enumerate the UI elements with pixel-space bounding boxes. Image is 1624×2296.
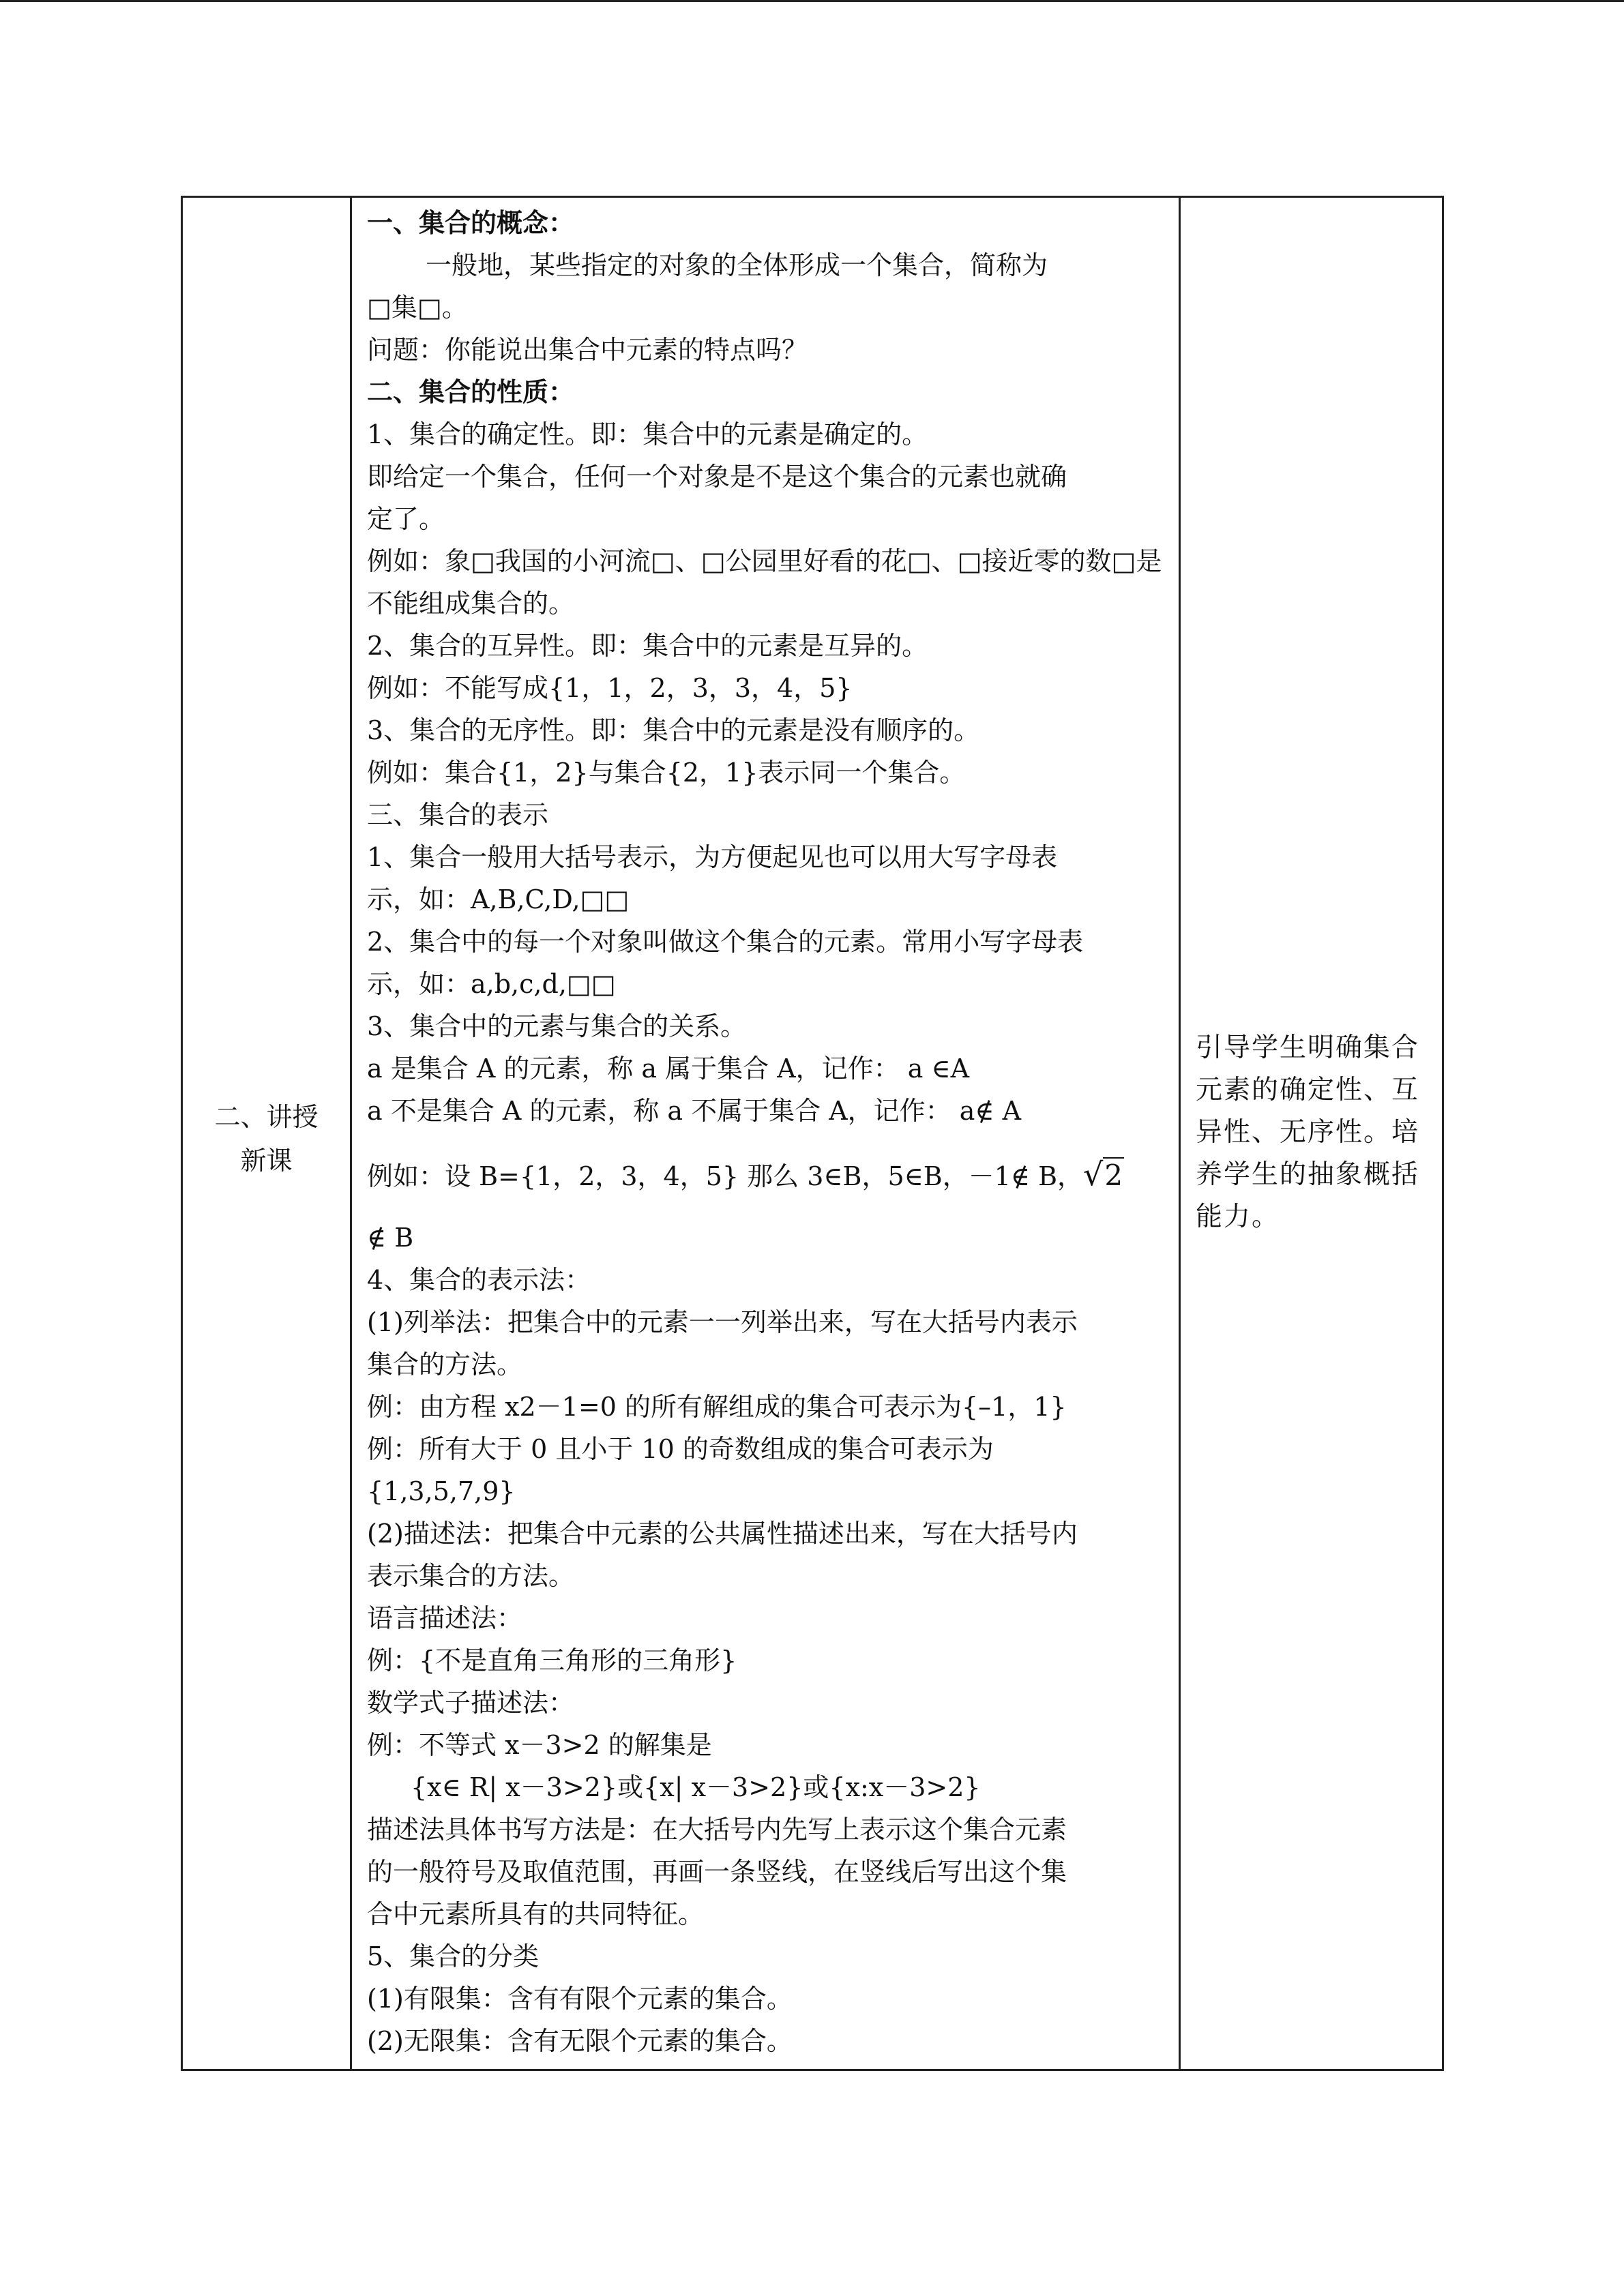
content-line: (2)无限集：含有无限个元素的集合。 xyxy=(367,2026,793,2056)
stage-column xyxy=(183,198,352,2069)
teaching-note xyxy=(1196,1027,1427,1238)
content-line: 示，如：a,b,c,d,□□ xyxy=(367,969,616,999)
content-column xyxy=(352,198,1181,2069)
note-line: 引导学生明确集合 xyxy=(1196,1032,1420,1063)
content-line: 例：不等式 x－3>2 的解集是 xyxy=(367,1730,712,1760)
section-heading-properties: 二、集合的性质： xyxy=(367,376,575,407)
content-line: 表示集合的方法。 xyxy=(367,1561,575,1591)
stage-label xyxy=(183,1095,350,1182)
stage-label-line2: 新课 xyxy=(240,1146,293,1176)
content-line: ∉ B xyxy=(367,1223,414,1253)
section-heading-concept: 一、集合的概念： xyxy=(367,207,575,238)
stage-label-line1: 二、讲授 xyxy=(214,1102,319,1132)
content-line: 例：{不是直角三角形的三角形} xyxy=(367,1645,737,1675)
content-line: 示，如：A,B,C,D,□□ xyxy=(367,884,630,914)
note-column xyxy=(1181,198,1442,2069)
content-line: 例如：集合{1，2}与集合{2，1}表示同一个集合。 xyxy=(367,758,966,788)
section-heading-representation: 三、集合的表示 xyxy=(367,800,549,830)
radical-sign-icon: √ xyxy=(1083,1156,1104,1193)
content-line: 1、集合的确定性。即：集合中的元素是确定的。 xyxy=(367,419,928,449)
note-line: 元素的确定性、互 xyxy=(1196,1075,1420,1105)
note-line: 养学生的抽象概括 xyxy=(1196,1159,1420,1190)
content-line: (1)列举法：把集合中的元素一一列举出来，写在大括号内表示 xyxy=(367,1307,1078,1337)
content-line-with-radical xyxy=(367,1132,1166,1217)
content-line: 例：由方程 x2－1=0 的所有解组成的集合可表示为{–1，1} xyxy=(367,1392,1067,1422)
content-line: 3、集合中的元素与集合的关系。 xyxy=(367,1011,747,1041)
note-line: 能力。 xyxy=(1196,1202,1280,1232)
content-line: 问题：你能说出集合中元素的特点吗？ xyxy=(367,335,808,365)
lesson-content xyxy=(367,202,1166,2062)
content-line: 合中元素所具有的共同特征。 xyxy=(367,1899,705,1929)
content-line: □集□。 xyxy=(367,293,468,323)
content-line: (2)描述法：把集合中元素的公共属性描述出来，写在大括号内 xyxy=(367,1519,1078,1549)
content-line: 的一般符号及取值范围，再画一条竖线，在竖线后写出这个集 xyxy=(367,1857,1067,1887)
content-line: 4、集合的表示法： xyxy=(367,1265,591,1295)
content-line: 语言描述法： xyxy=(367,1603,523,1633)
content-line: 集合的方法。 xyxy=(367,1350,523,1380)
lesson-plan-table xyxy=(181,196,1444,2071)
content-line: 例如：象□我国的小河流□、□公园里好看的花□、□接近零的数□是 xyxy=(367,546,1162,576)
content-line: 2、集合的互异性。即：集合中的元素是互异的。 xyxy=(367,631,928,661)
content-line: a 不是集合 A 的元素，称 a 不属于集合 A，记作： a∉ A xyxy=(367,1096,1022,1126)
content-line: 3、集合的无序性。即：集合中的元素是没有顺序的。 xyxy=(367,715,980,745)
page-top-border xyxy=(0,0,1624,2)
note-line: 异性、无序性。培 xyxy=(1196,1117,1420,1148)
content-line-text: 例如：设 B={1，2，3，4，5} 那么 3∈B，5∈B，－1∉ B， xyxy=(367,1161,1084,1191)
content-line: 描述法具体书写方法是：在大括号内先写上表示这个集合元素 xyxy=(367,1815,1067,1845)
square-root-expression xyxy=(1083,1132,1124,1218)
content-line: 例如：不能写成{1，1，2，3，3，4，5} xyxy=(367,673,853,703)
content-line: 5、集合的分类 xyxy=(367,1941,540,1971)
content-line: 1、集合一般用大括号表示，为方便起见也可以用大写字母表 xyxy=(367,842,1058,872)
content-line: a 是集合 A 的元素，称 a 属于集合 A，记作： a ∈A xyxy=(367,1054,970,1084)
content-line: {1,3,5,7,9} xyxy=(367,1476,516,1506)
content-line: 不能组成集合的。 xyxy=(367,588,575,618)
content-line: 数学式子描述法： xyxy=(367,1688,575,1718)
content-line: (1)有限集：含有有限个元素的集合。 xyxy=(367,1984,793,2014)
content-line: 一般地，某些指定的对象的全体形成一个集合，简称为 xyxy=(426,250,1048,280)
content-line: 即给定一个集合，任何一个对象是不是这个集合的元素也就确 xyxy=(367,462,1067,492)
content-line: {x∈ R| x－3>2}或{x| x－3>2}或{x:x－3>2} xyxy=(411,1772,981,1802)
content-line: 2、集合中的每一个对象叫做这个集合的元素。常用小写字母表 xyxy=(367,927,1084,957)
radicand: 2 xyxy=(1104,1159,1123,1192)
content-line: 定了。 xyxy=(367,504,445,534)
content-line: 例：所有大于 0 且小于 10 的奇数组成的集合可表示为 xyxy=(367,1434,994,1464)
